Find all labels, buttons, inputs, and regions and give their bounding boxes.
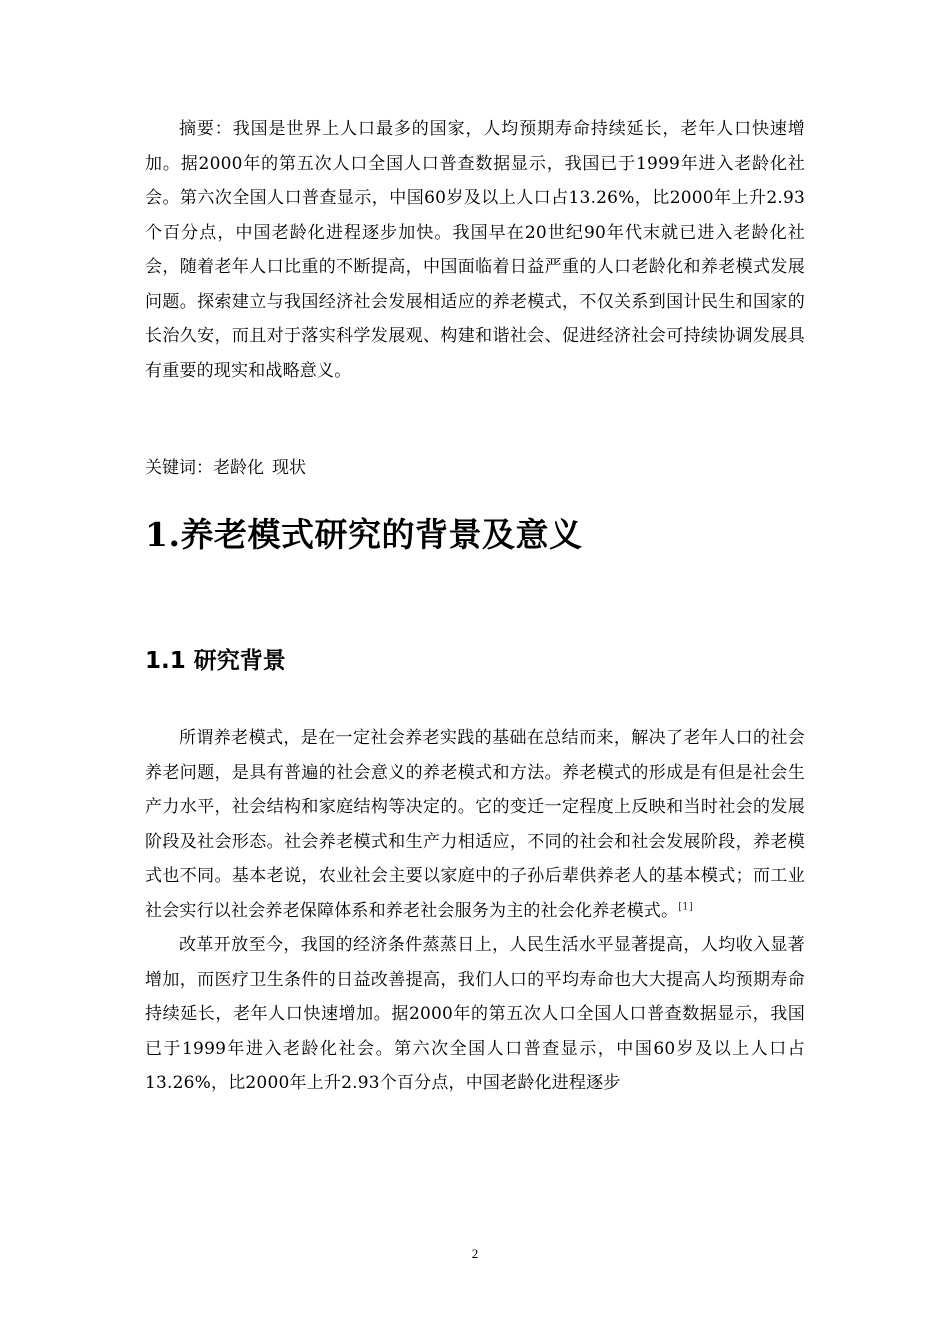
abstract-paragraph: 摘要：我国是世界上人口最多的国家，人均预期寿命持续延长，老年人口快速增加。据2000年的第五次人口全国人口普查数据显示，我国已于1999年进入老龄化社会。第六次全国人口普查显示，中国60岁及以上人口占13.26%，比2000年上升2.93个百分点，中国老龄化进程逐步加快。我国早在20世纪90年代末就已进入老龄化社会，随着老年人口比重的不断提高，中国面临着日益严重的人口老龄化和养老模式发展问题。探索建立与我国经济社会发展相适应的养老模式，不仅关系到国计民生和国家的长治久安，而且对于落实科学发展观、构建和谐社会、促进经济社会可持续协调发展具有重要的现实和战略意义。 xyxy=(145,119,805,381)
paragraph-text: 所谓养老模式，是在一定社会养老实践的基础在总结而来，解决了老年人口的社会养老问题，是具有普遍的社会意义的养老模式和方法。养老模式的形成是有但是社会生产力水平，社会结构和家庭结构等决定的。它的变迁一定程度上反映和当时社会的发展阶段及社会形态。社会养老模式和生产力相适应，不同的社会和社会发展阶段，养老模式也不同。基本老说，农业社会主要以家庭中的子孙后辈供养老人的基本模式；而工业社会实行以社会养老保障体系和养老社会服务为主的社会化养老模式。 xyxy=(145,728,805,921)
page-content xyxy=(145,112,805,1101)
subsection-body xyxy=(145,721,805,1101)
body-paragraph xyxy=(145,721,805,928)
keywords-line xyxy=(145,453,805,483)
keyword-item: 现状 xyxy=(272,458,306,478)
section-number: 1. xyxy=(145,515,181,554)
body-paragraph: 改革开放至今，我国的经济条件蒸蒸日上，人民生活水平显著提高，人均收入显著增加，而医疗卫生条件的日益改善提高，我们人口的平均寿命也大大提高人均预期寿命持续延长，老年人口快速增加。据2000年的第五次人口全国人口普查数据显示，我国已于1999年进入老龄化社会。第六次全国人口普查显示，中国60岁及以上人口占13.26%，比2000年上升2.93个百分点，中国老龄化进程逐步 xyxy=(145,935,805,1093)
citation-marker[interactable]: [1] xyxy=(678,900,693,912)
keywords-label: 关键词： xyxy=(145,458,213,478)
keyword-item: 老龄化 xyxy=(213,458,264,478)
page-number: 2 xyxy=(471,1246,479,1261)
section-title: 养老模式研究的背景及意义 xyxy=(180,515,583,554)
section-heading xyxy=(145,505,805,565)
subsection-heading: 1.1 研究背景 xyxy=(145,648,286,674)
